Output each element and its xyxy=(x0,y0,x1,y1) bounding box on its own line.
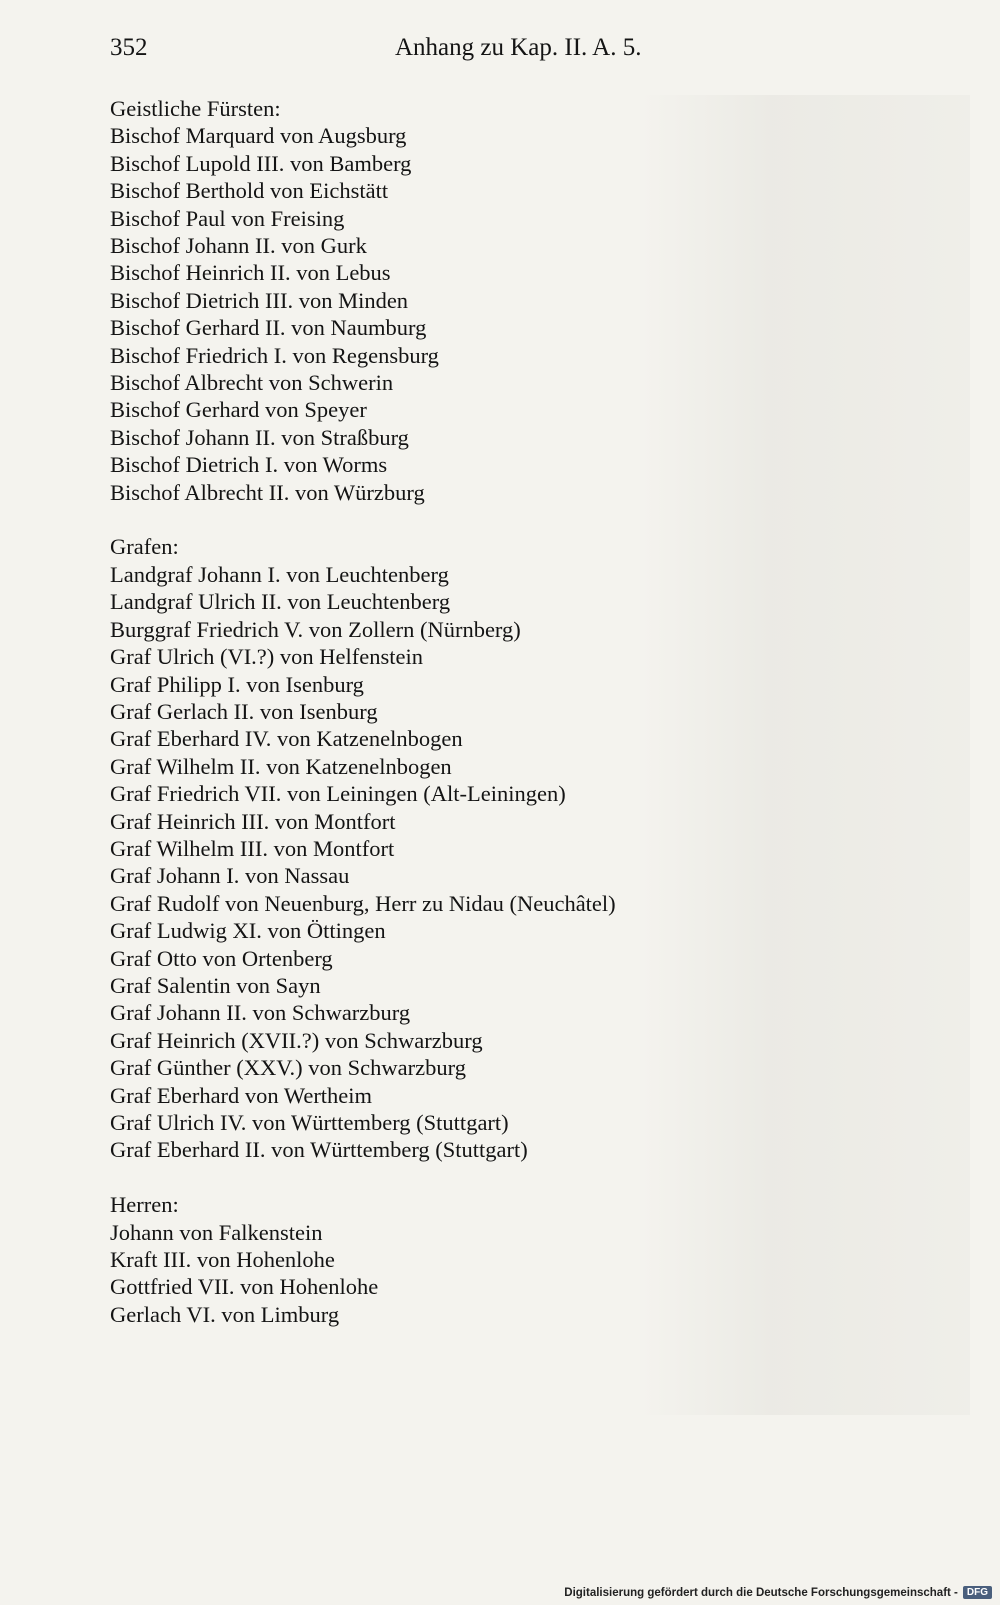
list-item: Bischof Albrecht II. von Würzburg xyxy=(110,479,425,505)
list-item: Graf Friedrich VII. von Leiningen (Alt-Leiningen) xyxy=(110,781,566,807)
list-item: Graf Eberhard II. von Württemberg (Stuttgart) xyxy=(110,1137,528,1163)
section-geistliche-fuersten xyxy=(110,95,670,506)
list-item: Bischof Paul von Freising xyxy=(110,205,345,231)
list-item: Graf Wilhelm II. von Katzenelnbogen xyxy=(110,753,452,779)
dfg-logo-icon: DFG xyxy=(963,1586,992,1599)
section-heading: Grafen: xyxy=(110,534,179,560)
list-item: Graf Ulrich (VI.?) von Helfenstein xyxy=(110,644,424,670)
list-item: Graf Wilhelm III. von Montfort xyxy=(110,835,395,861)
list-item: Graf Eberhard IV. von Katzenelnbogen xyxy=(110,726,463,752)
list-item: Bischof Marquard von Augsburg xyxy=(110,123,407,149)
list-item: Gottfried VII. von Hohenlohe xyxy=(110,1274,379,1300)
page-number: 352 xyxy=(110,34,148,61)
digitization-footer xyxy=(564,1586,992,1599)
list-item: Bischof Heinrich II. von Lebus xyxy=(110,260,391,286)
list-item: Bischof Johann II. von Straßburg xyxy=(110,424,409,450)
list-item: Graf Günther (XXV.) von Schwarzburg xyxy=(110,1055,466,1081)
list-item: Graf Eberhard von Wertheim xyxy=(110,1082,373,1108)
list-item: Graf Philipp I. von Isenburg xyxy=(110,671,364,697)
section-grafen xyxy=(110,533,670,1163)
list-item: Landgraf Ulrich II. von Leuchtenberg xyxy=(110,589,451,615)
page-body xyxy=(110,95,670,1328)
show-through-shadow xyxy=(640,95,970,1415)
list-item: Bischof Johann II. von Gurk xyxy=(110,233,367,259)
list-item: Gerlach VI. von Limburg xyxy=(110,1301,340,1327)
list-item: Graf Rudolf von Neuenburg, Herr zu Nidau (Neuchâtel) xyxy=(110,890,616,916)
list-item: Bischof Lupold III. von Bamberg xyxy=(110,150,412,176)
list-item: Graf Heinrich (XVII.?) von Schwarzburg xyxy=(110,1027,483,1053)
list-item: Graf Ulrich IV. von Württemberg (Stuttgart) xyxy=(110,1110,509,1136)
list-item: Bischof Albrecht von Schwerin xyxy=(110,370,394,396)
list-item: Landgraf Johann I. von Leuchtenberg xyxy=(110,561,449,587)
list-item: Johann von Falkenstein xyxy=(110,1219,323,1245)
running-title: Anhang zu Kap. II. A. 5. xyxy=(395,34,642,61)
section-spacer xyxy=(110,506,670,533)
list-item: Graf Salentin von Sayn xyxy=(110,972,321,998)
list-item: Bischof Berthold von Eichstätt xyxy=(110,178,389,204)
list-item: Bischof Gerhard von Speyer xyxy=(110,397,367,423)
list-item: Burggraf Friedrich V. von Zollern (Nürnberg) xyxy=(110,616,521,642)
list-item: Graf Gerlach II. von Isenburg xyxy=(110,698,378,724)
list-item: Bischof Dietrich III. von Minden xyxy=(110,287,409,313)
list-item: Bischof Gerhard II. von Naumburg xyxy=(110,315,427,341)
list-item: Kraft III. von Hohenlohe xyxy=(110,1247,335,1273)
list-item: Graf Otto von Ortenberg xyxy=(110,945,333,971)
list-item: Graf Johann I. von Nassau xyxy=(110,863,350,889)
section-herren xyxy=(110,1191,670,1328)
section-heading: Geistliche Fürsten: xyxy=(110,96,281,121)
list-item: Bischof Dietrich I. von Worms xyxy=(110,452,388,478)
list-item: Bischof Friedrich I. von Regensburg xyxy=(110,342,439,368)
funding-note: Digitalisierung gefördert durch die Deutsche Forschungsgemeinschaft - xyxy=(564,1586,958,1599)
list-item: Graf Johann II. von Schwarzburg xyxy=(110,1000,411,1026)
list-item: Graf Ludwig XI. von Öttingen xyxy=(110,918,386,944)
list-item: Graf Heinrich III. von Montfort xyxy=(110,808,396,834)
page-header xyxy=(110,34,640,74)
section-spacer xyxy=(110,1164,670,1191)
section-heading: Herren: xyxy=(110,1192,179,1218)
